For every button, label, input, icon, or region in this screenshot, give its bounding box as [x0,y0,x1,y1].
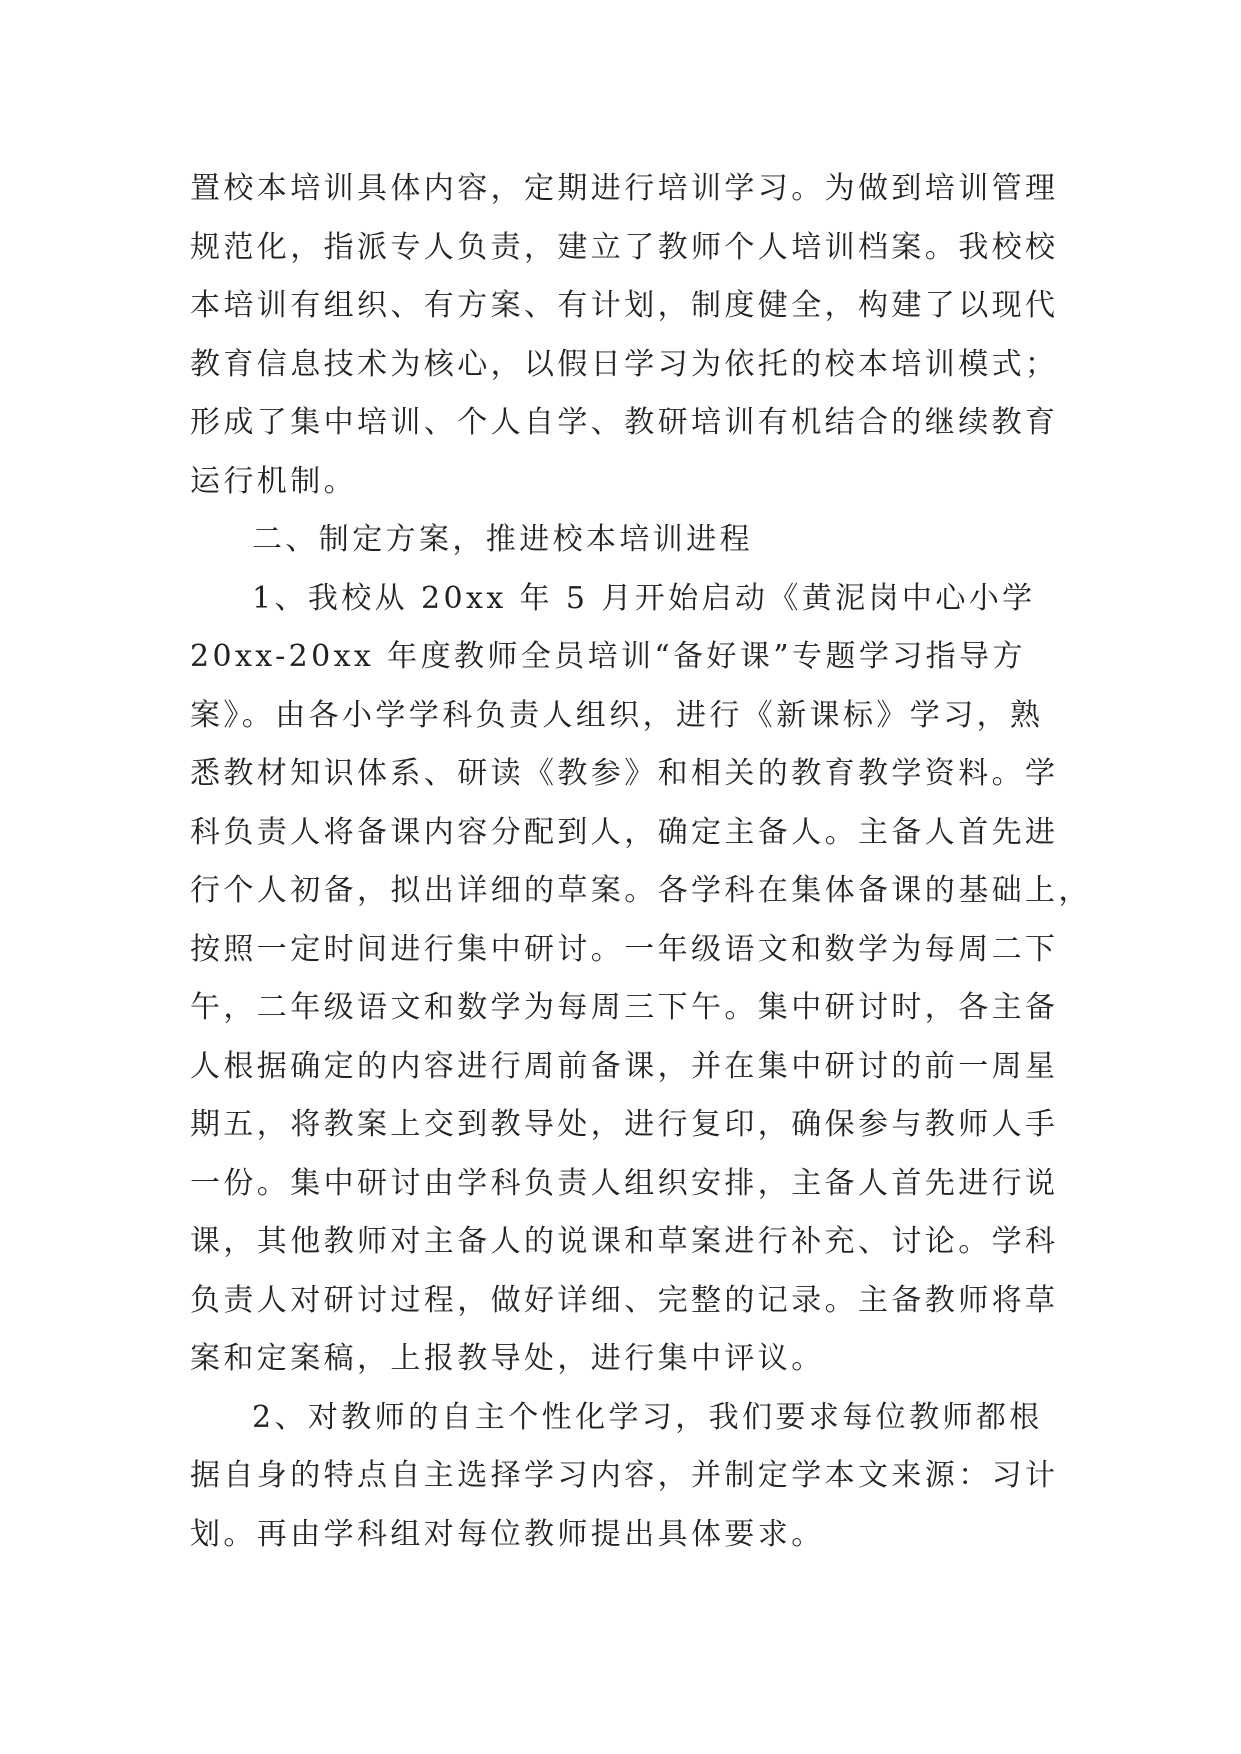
text-line: 教育信息技术为核心，以假日学习为依托的校本培训模式； [190,346,1059,382]
text-line: 科负责人将备课内容分配到人，确定主备人。主备人首先进 [190,814,1059,850]
text-line: 按照一定时间进行集中研讨。一年级语文和数学为每周二下 [190,931,1059,967]
text-line: 悉教材知识体系、研读《教参》和相关的教育教学资料。学 [190,756,1059,791]
text-line: 运行机制。 [190,463,357,499]
text-line: 据自身的特点自主选择学习内容，并制定学本文来源：习计 [190,1458,1059,1493]
text-line: 课，其他教师对主备人的说课和草案进行补充、讨论。学科 [190,1224,1059,1259]
text-line: 置校本培训具体内容，定期进行培训学习。为做到培训管理 [190,171,1059,206]
text-line: 20xx-20xx 年度教师全员培训“备好课”专题学习指导方 [190,639,1026,674]
paragraph-start-line: 2、对教师的自主个性化学习，我们要求每位教师都根 [252,1399,1043,1435]
text-line: 期五，将教案上交到教导处，进行复印，确保参与教师人手 [190,1107,1059,1142]
text-line: 午，二年级语文和数学为每周三下午。集中研讨时，各主备 [190,990,1059,1025]
text-line: 行个人初备，拟出详细的草案。各学科在集体备课的基础上， [190,873,1092,908]
text-line: 划。再由学科组对每位教师提出具体要求。 [190,1516,825,1552]
text-line: 形成了集中培训、个人自学、教研培训有机结合的继续教育 [190,405,1059,440]
text-line: 人根据确定的内容进行周前备课，并在集中研讨的前一周星 [190,1048,1059,1084]
paragraph-start-line: 1、我校从 20xx 年 5 月开始启动《黄泥岗中心小学 [252,580,1036,616]
text-line: 负责人对研讨过程，做好详细、完整的记录。主备教师将草 [190,1282,1059,1318]
text-line: 案》。由各小学学科负责人组织，进行《新课标》学习，熟 [190,697,1044,733]
text-line: 一份。集中研讨由学科负责人组织安排，主备人首先进行说 [190,1165,1059,1201]
document-body [190,160,1092,1564]
text-line: 案和定案稿，上报教导处，进行集中评议。 [190,1341,825,1376]
text-line: 规范化，指派专人负责，建立了教师个人培训档案。我校校 [190,229,1059,265]
section-heading: 二、制定方案，推进校本培训进程 [252,522,753,557]
text-line: 本培训有组织、有方案、有计划，制度健全，构建了以现代 [190,288,1059,323]
